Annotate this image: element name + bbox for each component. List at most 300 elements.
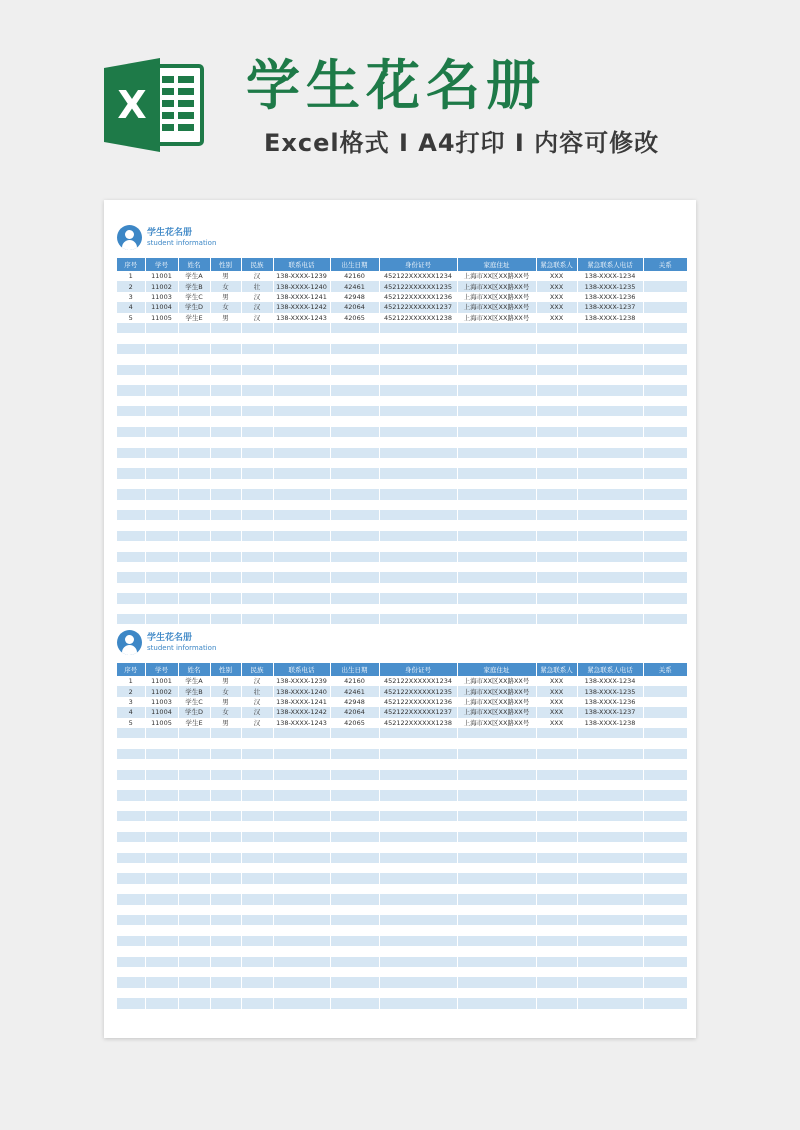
table-cell	[643, 344, 687, 354]
table-cell: 452122XXXXXX1235	[379, 686, 457, 696]
table-cell	[178, 396, 210, 406]
empty-table-row	[117, 323, 687, 333]
table-cell	[379, 905, 457, 915]
table-cell	[117, 988, 145, 998]
table-header-row	[117, 663, 687, 676]
table-cell	[457, 572, 536, 582]
empty-table-row	[117, 500, 687, 510]
table-cell	[241, 759, 273, 769]
table-cell	[178, 468, 210, 478]
user-avatar-icon	[117, 630, 142, 655]
table-cell	[643, 749, 687, 759]
table-cell	[330, 946, 379, 956]
table-cell	[273, 365, 330, 375]
table-cell: 4	[117, 302, 145, 312]
table-cell	[643, 552, 687, 562]
table-cell: 男	[210, 292, 241, 302]
table-cell	[457, 489, 536, 499]
table-cell	[145, 998, 178, 1008]
table-cell	[536, 842, 577, 852]
table-cell	[457, 458, 536, 468]
table-cell	[643, 821, 687, 831]
table-cell	[145, 915, 178, 925]
table-cell: 138-XXXX-1243	[273, 313, 330, 323]
table-cell	[273, 583, 330, 593]
table-cell	[117, 583, 145, 593]
table-cell	[379, 936, 457, 946]
table-cell: 452122XXXXXX1238	[379, 313, 457, 323]
table-cell	[536, 468, 577, 478]
table-cell	[643, 604, 687, 614]
table-cell	[577, 770, 643, 780]
table-cell	[241, 531, 273, 541]
table-cell	[330, 396, 379, 406]
table-cell	[643, 707, 687, 717]
table-cell	[178, 770, 210, 780]
table-cell	[273, 998, 330, 1008]
table-cell	[210, 905, 241, 915]
table-cell	[330, 552, 379, 562]
table-cell	[117, 967, 145, 977]
column-header: 家庭住址	[457, 258, 536, 271]
table-cell	[379, 583, 457, 593]
table-cell	[273, 873, 330, 883]
table-cell	[643, 531, 687, 541]
table-cell	[536, 479, 577, 489]
table-cell	[178, 489, 210, 499]
empty-table-row	[117, 468, 687, 478]
table-cell	[577, 759, 643, 769]
table-cell	[273, 915, 330, 925]
table-cell	[643, 905, 687, 915]
table-cell	[330, 489, 379, 499]
table-cell: 上海市XX区XX路XX号	[457, 676, 536, 686]
table-cell	[117, 479, 145, 489]
table-cell	[643, 500, 687, 510]
table-cell	[178, 884, 210, 894]
empty-table-row	[117, 759, 687, 769]
table-cell	[210, 552, 241, 562]
table-cell	[178, 811, 210, 821]
table-cell	[273, 510, 330, 520]
table-cell	[145, 770, 178, 780]
table-cell	[273, 604, 330, 614]
table-cell	[643, 479, 687, 489]
table-cell	[145, 333, 178, 343]
table-cell	[145, 884, 178, 894]
table-cell	[273, 562, 330, 572]
table-cell	[330, 967, 379, 977]
table-cell	[210, 479, 241, 489]
table-cell: XXX	[536, 686, 577, 696]
table-cell	[457, 728, 536, 738]
table-cell	[273, 863, 330, 873]
table-cell	[536, 541, 577, 551]
table-cell	[643, 427, 687, 437]
table-cell	[457, 863, 536, 873]
table-cell	[536, 1009, 577, 1019]
table-cell	[178, 333, 210, 343]
table-cell: 11005	[145, 718, 178, 728]
table-cell	[379, 510, 457, 520]
table-cell: 11001	[145, 271, 178, 281]
table-cell	[178, 853, 210, 863]
table-cell	[457, 427, 536, 437]
table-cell	[210, 604, 241, 614]
table-cell	[117, 873, 145, 883]
table-cell: 138-XXXX-1242	[273, 302, 330, 312]
column-header: 性别	[210, 258, 241, 271]
table-cell: 学生B	[178, 686, 210, 696]
empty-table-row	[117, 780, 687, 790]
table-cell	[577, 365, 643, 375]
table-cell	[536, 531, 577, 541]
table-cell	[536, 894, 577, 904]
table-cell	[330, 385, 379, 395]
table-cell	[643, 489, 687, 499]
table-cell	[536, 770, 577, 780]
table-cell	[536, 416, 577, 426]
table-cell	[241, 832, 273, 842]
table-cell	[379, 738, 457, 748]
table-cell	[457, 905, 536, 915]
table-cell: 42461	[330, 686, 379, 696]
table-cell	[536, 832, 577, 842]
table-cell	[577, 541, 643, 551]
empty-table-row	[117, 593, 687, 603]
table-cell	[330, 365, 379, 375]
table-cell	[117, 759, 145, 769]
table-cell	[536, 365, 577, 375]
table-cell	[273, 489, 330, 499]
empty-table-row	[117, 520, 687, 530]
table-row	[117, 281, 687, 291]
table-cell	[117, 520, 145, 530]
table-cell	[117, 531, 145, 541]
table-cell	[457, 873, 536, 883]
table-cell: 上海市XX区XX路XX号	[457, 697, 536, 707]
table-cell	[145, 468, 178, 478]
table-cell	[577, 811, 643, 821]
table-cell	[577, 957, 643, 967]
empty-table-row	[117, 552, 687, 562]
table-cell: XXX	[536, 313, 577, 323]
table-cell	[273, 749, 330, 759]
table-cell: 学生E	[178, 313, 210, 323]
table-cell: 452122XXXXXX1236	[379, 292, 457, 302]
table-cell	[536, 728, 577, 738]
table-cell: 汉	[241, 271, 273, 281]
table-cell	[379, 749, 457, 759]
empty-table-row	[117, 489, 687, 499]
table-cell	[457, 406, 536, 416]
empty-table-row	[117, 437, 687, 447]
section-header	[117, 622, 687, 663]
table-cell: 4	[117, 707, 145, 717]
table-cell	[457, 936, 536, 946]
table-cell: 上海市XX区XX路XX号	[457, 271, 536, 281]
table-cell	[330, 842, 379, 852]
column-header: 出生日期	[330, 258, 379, 271]
table-cell	[273, 520, 330, 530]
table-cell	[241, 437, 273, 447]
table-cell	[536, 977, 577, 987]
table-cell	[273, 468, 330, 478]
table-cell: 452122XXXXXX1236	[379, 697, 457, 707]
table-cell: 上海市XX区XX路XX号	[457, 686, 536, 696]
table-cell	[210, 572, 241, 582]
table-cell	[457, 811, 536, 821]
table-cell	[536, 323, 577, 333]
table-cell	[117, 406, 145, 416]
table-cell: 42948	[330, 292, 379, 302]
table-cell: 138-XXXX-1240	[273, 686, 330, 696]
table-cell	[330, 728, 379, 738]
table-cell	[330, 832, 379, 842]
table-cell	[241, 967, 273, 977]
table-cell	[210, 998, 241, 1008]
table-cell: 学生A	[178, 676, 210, 686]
table-cell: XXX	[536, 707, 577, 717]
table-cell	[379, 385, 457, 395]
table-cell: 138-XXXX-1234	[577, 271, 643, 281]
table-cell	[643, 354, 687, 364]
table-cell	[145, 344, 178, 354]
empty-table-row	[117, 873, 687, 883]
table-cell: XXX	[536, 718, 577, 728]
table-cell: 学生A	[178, 271, 210, 281]
table-cell: XXX	[536, 281, 577, 291]
table-cell	[210, 385, 241, 395]
empty-table-row	[117, 811, 687, 821]
table-cell	[178, 759, 210, 769]
table-cell	[145, 873, 178, 883]
table-cell	[379, 562, 457, 572]
table-cell	[577, 552, 643, 562]
table-cell	[210, 1009, 241, 1019]
table-cell	[330, 406, 379, 416]
table-cell	[457, 416, 536, 426]
table-cell	[178, 572, 210, 582]
column-header: 紧急联系人	[536, 258, 577, 271]
table-cell	[457, 396, 536, 406]
table-cell	[536, 510, 577, 520]
table-cell	[643, 448, 687, 458]
table-cell	[178, 998, 210, 1008]
table-cell	[210, 770, 241, 780]
section-title: 学生花名册	[147, 228, 193, 238]
table-cell: 11005	[145, 313, 178, 323]
table-cell	[117, 863, 145, 873]
table-cell	[178, 988, 210, 998]
table-cell	[330, 354, 379, 364]
table-cell	[577, 458, 643, 468]
table-cell	[577, 396, 643, 406]
table-cell	[145, 458, 178, 468]
table-cell	[210, 323, 241, 333]
table-cell	[273, 385, 330, 395]
table-cell	[273, 1009, 330, 1019]
table-cell	[536, 406, 577, 416]
table-cell	[273, 967, 330, 977]
table-cell	[457, 832, 536, 842]
table-cell	[145, 541, 178, 551]
table-cell	[178, 510, 210, 520]
table-cell	[536, 957, 577, 967]
table-cell	[273, 842, 330, 852]
table-cell: 138-XXXX-1235	[577, 686, 643, 696]
table-cell	[178, 375, 210, 385]
table-cell	[241, 593, 273, 603]
table-cell	[577, 790, 643, 800]
table-cell	[643, 541, 687, 551]
table-cell	[273, 323, 330, 333]
table-cell	[273, 416, 330, 426]
table-cell	[241, 500, 273, 510]
table-cell	[241, 821, 273, 831]
table-cell	[330, 936, 379, 946]
table-cell	[145, 406, 178, 416]
table-cell	[241, 583, 273, 593]
table-cell	[457, 365, 536, 375]
table-cell	[145, 572, 178, 582]
table-cell: 138-XXXX-1237	[577, 302, 643, 312]
table-cell	[577, 967, 643, 977]
table-cell	[117, 842, 145, 852]
table-cell: 452122XXXXXX1234	[379, 676, 457, 686]
section-subtitle: student information	[147, 239, 217, 247]
table-cell	[117, 500, 145, 510]
table-cell	[241, 884, 273, 894]
table-cell	[379, 780, 457, 790]
empty-table-row	[117, 915, 687, 925]
table-cell	[457, 479, 536, 489]
table-cell	[241, 738, 273, 748]
column-header: 紧急联系人电话	[577, 663, 643, 676]
table-cell	[379, 915, 457, 925]
table-cell	[379, 396, 457, 406]
excel-logo-icon	[104, 58, 204, 152]
column-header: 学号	[145, 663, 178, 676]
table-cell: 11003	[145, 697, 178, 707]
table-cell	[330, 957, 379, 967]
table-cell	[117, 396, 145, 406]
empty-table-row	[117, 1009, 687, 1019]
table-cell	[210, 863, 241, 873]
table-cell	[241, 998, 273, 1008]
table-cell	[536, 853, 577, 863]
table-cell	[643, 375, 687, 385]
table-cell	[145, 842, 178, 852]
table-cell	[145, 925, 178, 935]
table-cell	[178, 583, 210, 593]
table-cell	[117, 448, 145, 458]
table-cell	[210, 936, 241, 946]
table-cell	[241, 905, 273, 915]
table-cell: 女	[210, 707, 241, 717]
table-cell	[330, 905, 379, 915]
table-cell	[117, 749, 145, 759]
table-cell	[457, 520, 536, 530]
table-cell	[536, 583, 577, 593]
empty-table-row	[117, 936, 687, 946]
table-cell	[643, 759, 687, 769]
table-cell: 上海市XX区XX路XX号	[457, 707, 536, 717]
table-cell: 汉	[241, 313, 273, 323]
empty-table-row	[117, 957, 687, 967]
table-cell	[577, 728, 643, 738]
table-cell	[210, 500, 241, 510]
table-cell	[457, 790, 536, 800]
table-cell	[379, 894, 457, 904]
table-cell	[457, 541, 536, 551]
table-cell	[210, 738, 241, 748]
table-cell	[273, 344, 330, 354]
table-cell	[643, 313, 687, 323]
table-cell: 汉	[241, 718, 273, 728]
table-cell	[241, 375, 273, 385]
table-cell	[457, 957, 536, 967]
table-cell: 452122XXXXXX1237	[379, 302, 457, 312]
table-cell	[457, 1009, 536, 1019]
table-cell: 5	[117, 313, 145, 323]
table-cell: 452122XXXXXX1235	[379, 281, 457, 291]
table-cell	[643, 842, 687, 852]
table-cell	[178, 977, 210, 987]
table-cell	[643, 583, 687, 593]
table-cell	[210, 853, 241, 863]
empty-table-row	[117, 365, 687, 375]
column-header: 联系电话	[273, 663, 330, 676]
table-cell: 男	[210, 313, 241, 323]
table-cell: 男	[210, 676, 241, 686]
table-cell	[117, 821, 145, 831]
table-cell: 学生C	[178, 697, 210, 707]
table-cell	[241, 552, 273, 562]
table-cell	[210, 562, 241, 572]
table-cell	[457, 770, 536, 780]
table-cell	[210, 884, 241, 894]
table-cell	[241, 510, 273, 520]
table-cell	[536, 811, 577, 821]
table-cell	[643, 396, 687, 406]
table-cell	[330, 458, 379, 468]
table-cell	[330, 915, 379, 925]
table-cell	[643, 510, 687, 520]
table-cell	[273, 593, 330, 603]
table-cell	[273, 894, 330, 904]
table-cell	[145, 1009, 178, 1019]
empty-table-row	[117, 354, 687, 364]
table-cell	[273, 531, 330, 541]
table-cell	[145, 531, 178, 541]
table-cell	[330, 604, 379, 614]
table-cell	[178, 479, 210, 489]
empty-table-row	[117, 510, 687, 520]
table-cell	[536, 572, 577, 582]
table-cell	[457, 801, 536, 811]
table-cell	[577, 583, 643, 593]
table-cell	[643, 801, 687, 811]
table-cell: 138-XXXX-1241	[273, 697, 330, 707]
column-header: 性别	[210, 663, 241, 676]
table-cell	[577, 821, 643, 831]
table-cell	[379, 770, 457, 780]
table-cell	[273, 905, 330, 915]
table-cell	[178, 967, 210, 977]
table-cell	[145, 728, 178, 738]
table-cell	[379, 365, 457, 375]
